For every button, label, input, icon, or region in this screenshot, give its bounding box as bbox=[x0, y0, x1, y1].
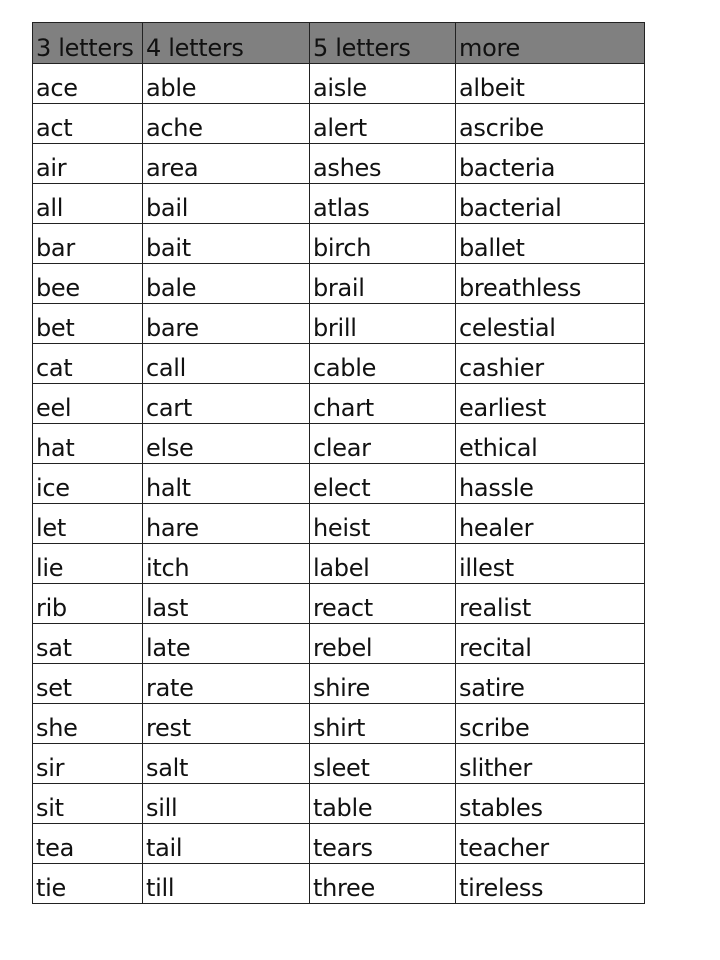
word-4-letters-cell: till bbox=[143, 864, 310, 904]
word-more-cell: ballet bbox=[456, 224, 645, 264]
word-4-letters-cell: late bbox=[143, 624, 310, 664]
word-3-letters-cell: bee bbox=[33, 264, 143, 304]
word-5-letters-cell: tears bbox=[310, 824, 456, 864]
header-3-letters: 3 letters bbox=[33, 23, 143, 64]
table-body bbox=[33, 64, 645, 904]
table-row bbox=[33, 544, 645, 584]
table-row bbox=[33, 224, 645, 264]
word-4-letters-cell: bale bbox=[143, 264, 310, 304]
word-3-letters-cell: sat bbox=[33, 624, 143, 664]
table-row bbox=[33, 424, 645, 464]
word-5-letters-cell: brill bbox=[310, 304, 456, 344]
word-5-letters-cell: table bbox=[310, 784, 456, 824]
word-5-letters-cell: three bbox=[310, 864, 456, 904]
word-5-letters-cell: aisle bbox=[310, 64, 456, 104]
table-row bbox=[33, 784, 645, 824]
word-4-letters-cell: salt bbox=[143, 744, 310, 784]
table-row bbox=[33, 664, 645, 704]
word-4-letters-cell: ache bbox=[143, 104, 310, 144]
table-row bbox=[33, 264, 645, 304]
table-row bbox=[33, 864, 645, 904]
word-3-letters-cell: lie bbox=[33, 544, 143, 584]
word-more-cell: illest bbox=[456, 544, 645, 584]
table-row bbox=[33, 584, 645, 624]
word-5-letters-cell: elect bbox=[310, 464, 456, 504]
word-5-letters-cell: label bbox=[310, 544, 456, 584]
word-4-letters-cell: bail bbox=[143, 184, 310, 224]
word-5-letters-cell: birch bbox=[310, 224, 456, 264]
word-4-letters-cell: bait bbox=[143, 224, 310, 264]
word-4-letters-cell: itch bbox=[143, 544, 310, 584]
word-more-cell: ethical bbox=[456, 424, 645, 464]
table-header bbox=[33, 23, 645, 64]
word-3-letters-cell: cat bbox=[33, 344, 143, 384]
word-5-letters-cell: shirt bbox=[310, 704, 456, 744]
table-row bbox=[33, 304, 645, 344]
table-row bbox=[33, 744, 645, 784]
word-3-letters-cell: bar bbox=[33, 224, 143, 264]
word-4-letters-cell: hare bbox=[143, 504, 310, 544]
table-row bbox=[33, 144, 645, 184]
word-4-letters-cell: halt bbox=[143, 464, 310, 504]
word-3-letters-cell: air bbox=[33, 144, 143, 184]
word-5-letters-cell: chart bbox=[310, 384, 456, 424]
word-3-letters-cell: sir bbox=[33, 744, 143, 784]
word-more-cell: scribe bbox=[456, 704, 645, 744]
word-more-cell: satire bbox=[456, 664, 645, 704]
word-more-cell: earliest bbox=[456, 384, 645, 424]
word-3-letters-cell: hat bbox=[33, 424, 143, 464]
word-3-letters-cell: sit bbox=[33, 784, 143, 824]
word-5-letters-cell: sleet bbox=[310, 744, 456, 784]
word-3-letters-cell: all bbox=[33, 184, 143, 224]
word-4-letters-cell: rest bbox=[143, 704, 310, 744]
word-5-letters-cell: rebel bbox=[310, 624, 456, 664]
word-4-letters-cell: else bbox=[143, 424, 310, 464]
word-4-letters-cell: sill bbox=[143, 784, 310, 824]
table-row bbox=[33, 464, 645, 504]
word-5-letters-cell: brail bbox=[310, 264, 456, 304]
word-3-letters-cell: tea bbox=[33, 824, 143, 864]
header-row bbox=[33, 23, 645, 64]
word-5-letters-cell: shire bbox=[310, 664, 456, 704]
word-4-letters-cell: area bbox=[143, 144, 310, 184]
word-3-letters-cell: bet bbox=[33, 304, 143, 344]
word-3-letters-cell: ice bbox=[33, 464, 143, 504]
word-more-cell: stables bbox=[456, 784, 645, 824]
word-5-letters-cell: clear bbox=[310, 424, 456, 464]
table-row bbox=[33, 704, 645, 744]
word-5-letters-cell: atlas bbox=[310, 184, 456, 224]
word-4-letters-cell: rate bbox=[143, 664, 310, 704]
word-3-letters-cell: set bbox=[33, 664, 143, 704]
word-more-cell: ascribe bbox=[456, 104, 645, 144]
word-3-letters-cell: she bbox=[33, 704, 143, 744]
word-more-cell: celestial bbox=[456, 304, 645, 344]
word-list-table bbox=[32, 22, 645, 904]
word-more-cell: realist bbox=[456, 584, 645, 624]
word-more-cell: tireless bbox=[456, 864, 645, 904]
table-row bbox=[33, 824, 645, 864]
word-more-cell: cashier bbox=[456, 344, 645, 384]
word-4-letters-cell: tail bbox=[143, 824, 310, 864]
word-more-cell: breathless bbox=[456, 264, 645, 304]
word-more-cell: bacteria bbox=[456, 144, 645, 184]
word-3-letters-cell: rib bbox=[33, 584, 143, 624]
word-more-cell: teacher bbox=[456, 824, 645, 864]
table-row bbox=[33, 184, 645, 224]
table-row bbox=[33, 384, 645, 424]
word-4-letters-cell: last bbox=[143, 584, 310, 624]
word-5-letters-cell: ashes bbox=[310, 144, 456, 184]
word-4-letters-cell: cart bbox=[143, 384, 310, 424]
word-more-cell: hassle bbox=[456, 464, 645, 504]
word-4-letters-cell: able bbox=[143, 64, 310, 104]
word-3-letters-cell: tie bbox=[33, 864, 143, 904]
word-more-cell: slither bbox=[456, 744, 645, 784]
word-3-letters-cell: let bbox=[33, 504, 143, 544]
word-3-letters-cell: eel bbox=[33, 384, 143, 424]
table-row bbox=[33, 64, 645, 104]
word-more-cell: healer bbox=[456, 504, 645, 544]
header-4-letters: 4 letters bbox=[143, 23, 310, 64]
word-more-cell: recital bbox=[456, 624, 645, 664]
word-more-cell: bacterial bbox=[456, 184, 645, 224]
word-5-letters-cell: cable bbox=[310, 344, 456, 384]
header-more: more bbox=[456, 23, 645, 64]
word-4-letters-cell: bare bbox=[143, 304, 310, 344]
word-4-letters-cell: call bbox=[143, 344, 310, 384]
table-row bbox=[33, 344, 645, 384]
word-3-letters-cell: act bbox=[33, 104, 143, 144]
table-row bbox=[33, 504, 645, 544]
word-5-letters-cell: heist bbox=[310, 504, 456, 544]
word-5-letters-cell: react bbox=[310, 584, 456, 624]
word-5-letters-cell: alert bbox=[310, 104, 456, 144]
table-row bbox=[33, 624, 645, 664]
table-row bbox=[33, 104, 645, 144]
word-3-letters-cell: ace bbox=[33, 64, 143, 104]
header-5-letters: 5 letters bbox=[310, 23, 456, 64]
word-more-cell: albeit bbox=[456, 64, 645, 104]
